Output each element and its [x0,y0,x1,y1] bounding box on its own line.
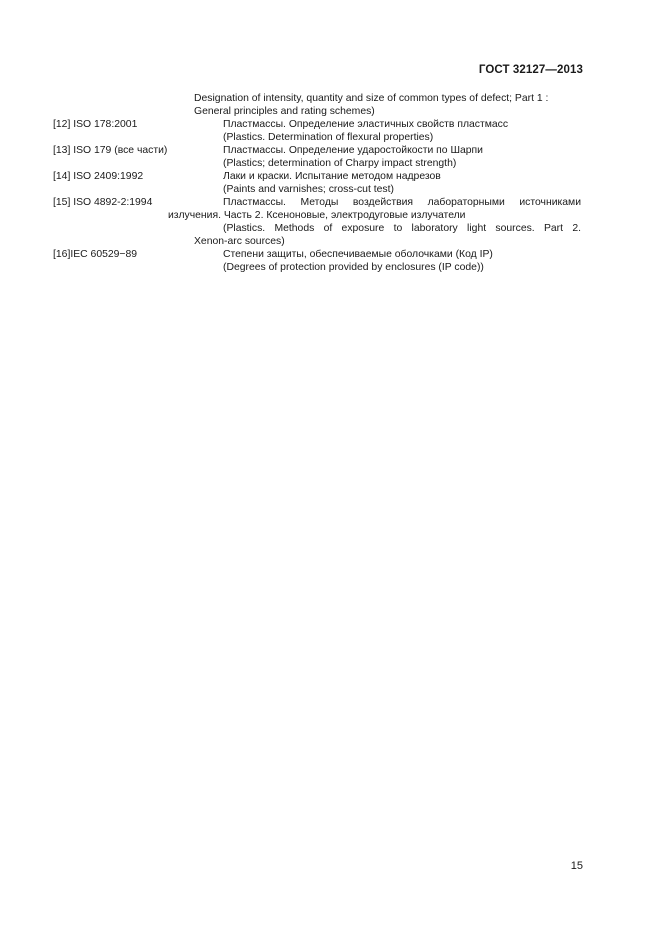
continuation-line [53,105,581,118]
reference-entry-13-en [53,157,581,170]
reference-title-en-continuation: Xenon-arc sources) [194,236,285,247]
reference-title-ru: Пластмассы. Определение ударостойкости по Шарпи [223,145,483,156]
reference-entry-14-en [53,183,581,196]
reference-title-ru: Лаки и краски. Испытание методом надрезов [223,171,441,182]
reference-title-ru: Пластмассы. Определение эластичных свойств пластмасс [223,119,509,130]
reference-entry-12 [53,118,581,131]
continuation-text: General principles and rating schemes) [194,106,375,117]
reference-entry-14 [53,170,581,183]
reference-title-en: (Plastics. Methods of exposure to laboratory light sources. Part 2. [223,223,581,234]
continuation-line [53,92,581,105]
reference-entry-16 [53,248,581,261]
reference-title-en: (Paints and varnishes; cross-cut test) [223,184,394,195]
bibliography-list [53,92,581,274]
reference-id: [16]IEC 60529−89 [53,249,138,260]
reference-id: [12] ISO 178:2001 [53,119,138,130]
reference-id: [14] ISO 2409:1992 [53,171,144,182]
page-number: 15 [570,860,583,872]
continuation-text: Designation of intensity, quantity and size of common types of defect; Part 1 : [194,93,549,104]
reference-title-en: (Plastics; determination of Charpy impact strength) [223,158,457,169]
document-code-header: ГОСТ 32127—2013 [478,64,583,76]
reference-id: [15] ISO 4892-2:1994 [53,197,153,208]
reference-entry-13 [53,144,581,157]
reference-entry-15-en-cont [53,235,581,248]
reference-title-ru: Пластмассы. Методы воздействия лабораторными источниками [223,197,581,208]
reference-title-ru: Степени защиты, обеспечиваемые оболочками (Код IP) [223,249,493,260]
reference-entry-15-ru-cont [53,209,581,222]
reference-entry-16-en [53,261,581,274]
reference-title-ru-continuation: излучения. Часть 2. Ксеноновые, электродуговые излучатели [168,210,466,221]
reference-title-en: (Plastics. Determination of flexural properties) [223,132,434,143]
reference-entry-15-en [53,222,581,235]
reference-entry-15 [53,196,581,209]
reference-title-en: (Degrees of protection provided by enclosures (IP code)) [223,262,484,273]
reference-id: [13] ISO 179 (все части) [53,145,168,156]
reference-entry-12-en [53,131,581,144]
